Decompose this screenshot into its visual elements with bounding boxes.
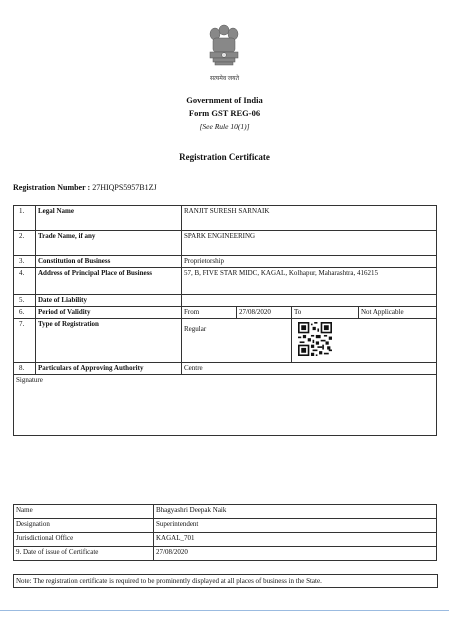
row-value: RANJIT SURESH SARNAIK: [182, 206, 437, 231]
row-label: Address of Principal Place of Business: [36, 268, 182, 295]
detail-key: Jurisdictional Office: [14, 533, 154, 547]
officer-details-table: [13, 504, 437, 561]
row-number: 3.: [14, 256, 36, 268]
detail-value: Bhagyashri Deepak Naik: [154, 505, 437, 519]
detail-key: Designation: [14, 519, 154, 533]
row-value: [182, 295, 437, 307]
row-number: 2.: [14, 231, 36, 256]
registration-number: [13, 183, 157, 192]
row-label: Trade Name, if any: [36, 231, 182, 256]
row-number: 5.: [14, 295, 36, 307]
row-number: 7.: [14, 319, 36, 363]
page-divider: [0, 610, 449, 611]
registration-details-table: [13, 205, 437, 436]
registration-type: Regular: [184, 325, 207, 333]
registration-number-label: Registration Number :: [13, 183, 91, 192]
validity-from-value: 27/08/2020: [237, 307, 292, 319]
detail-key: 9. Date of issue of Certificate: [14, 547, 154, 561]
row-constitution: [14, 256, 437, 268]
row-number: 8.: [14, 363, 36, 375]
row-type-of-registration: [14, 319, 437, 363]
officer-row-designation: [14, 519, 437, 533]
national-emblem-icon: [204, 22, 244, 72]
detail-value: Superintendent: [154, 519, 437, 533]
detail-value: 27/08/2020: [154, 547, 437, 561]
emblem-caption: सत्यमेव जयते: [209, 76, 240, 82]
row-legal-name: [14, 206, 437, 231]
row-trade-name: [14, 231, 437, 256]
detail-key: Name: [14, 505, 154, 519]
qr-code-icon: [298, 322, 332, 356]
row-value: Centre: [182, 363, 437, 375]
row-label: Constitution of Business: [36, 256, 182, 268]
row-label: Date of Liability: [36, 295, 182, 307]
row-value: [182, 319, 292, 363]
row-value: 57, B, FIVE STAR MIDC, KAGAL, Kolhapur, Maharashtra, 416215: [182, 268, 437, 295]
certificate-title: Registration Certificate: [179, 152, 270, 162]
row-label: Legal Name: [36, 206, 182, 231]
row-date-of-liability: [14, 295, 437, 307]
validity-to-label: To: [292, 307, 359, 319]
officer-row-jurisdiction: [14, 533, 437, 547]
validity-from-label: From: [182, 307, 237, 319]
row-label: Type of Registration: [36, 319, 182, 363]
row-number: 4.: [14, 268, 36, 295]
row-number: 1.: [14, 206, 36, 231]
detail-value: KAGAL_701: [154, 533, 437, 547]
display-note: Note: The registration certificate is required to be prominently displayed at all places of business in the State.: [13, 574, 438, 588]
header-form: Form GST REG-06: [188, 108, 261, 118]
row-address: [14, 268, 437, 295]
row-period-of-validity: [14, 307, 437, 319]
officer-row-issue-date: [14, 547, 437, 561]
header-rule: [See Rule 10(1)]: [199, 122, 250, 131]
row-approving-authority: [14, 363, 437, 375]
validity-to-value: Not Applicable: [359, 307, 437, 319]
header-government: Government of India: [186, 95, 263, 105]
row-label: Period of Validity: [36, 307, 182, 319]
row-number: 6.: [14, 307, 36, 319]
row-label: Particulars of Approving Authority: [36, 363, 182, 375]
row-value: Proprietorship: [182, 256, 437, 268]
signature-row: [14, 375, 437, 436]
officer-row-name: [14, 505, 437, 519]
qr-code-cell: [292, 319, 437, 363]
registration-number-value: 27HIQPS5957B1ZJ: [92, 183, 157, 192]
signature-label: Signature: [14, 375, 437, 436]
row-value: SPARK ENGINEERING: [182, 231, 437, 256]
